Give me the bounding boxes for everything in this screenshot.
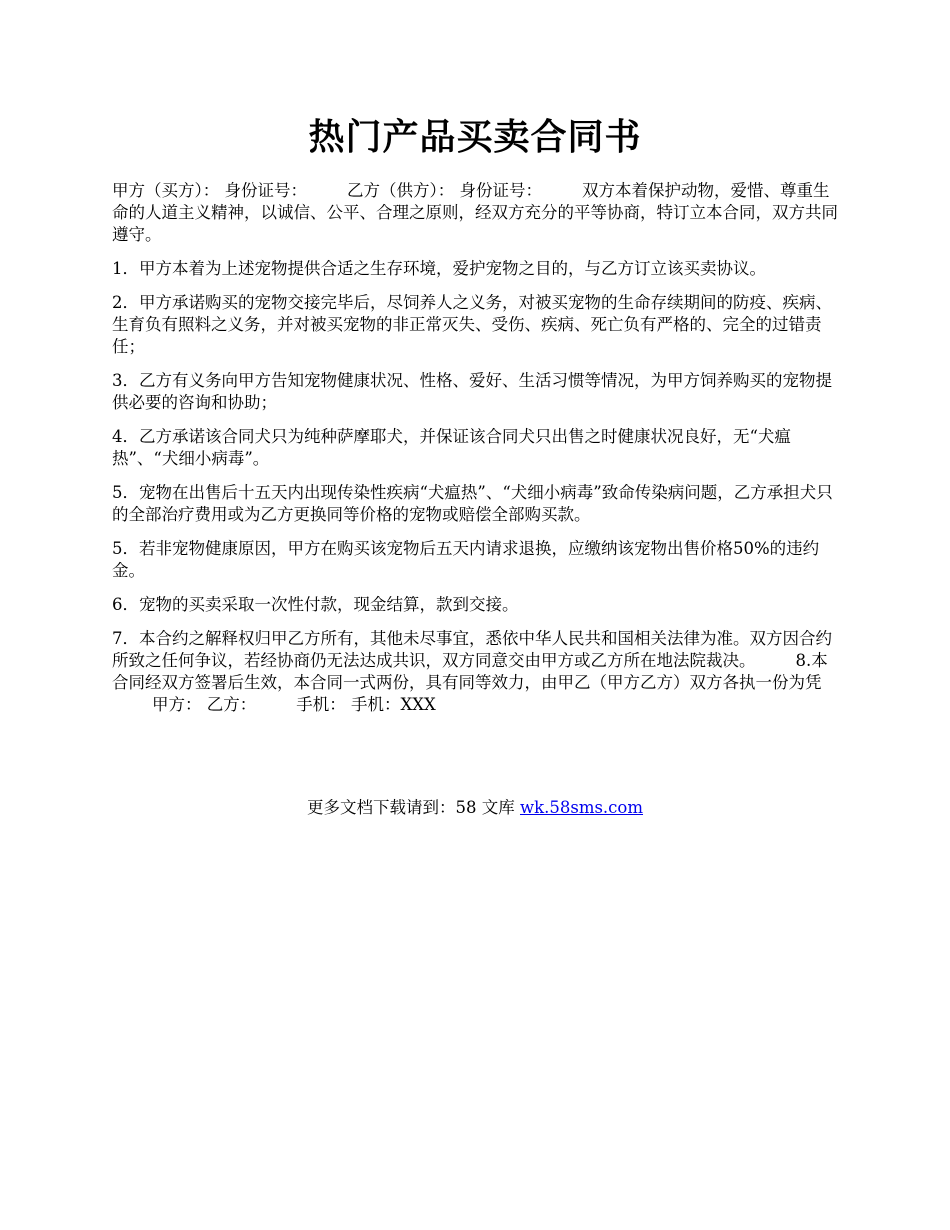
clause-3: 3．乙方有义务向甲方告知宠物健康状况、性格、爱好、生活习惯等情况，为甲方饲养购买的宠物提供必要的咨询和协助； [112,371,832,412]
clause-4: 4．乙方承诺该合同犬只为纯种萨摩耶犬，并保证该合同犬只出售之时健康状况良好，无“犬瘟热”、“犬细小病毒”。 [112,427,791,468]
document-body [112,180,840,728]
footer-prefix: 更多文档下载请到：58 文库 [306,798,520,817]
clause-2: 2．甲方承诺购买的宠物交接完毕后，尽饲养人之义务，对被买宠物的生命存续期间的防疫、疾病、生育负有照料之义务，并对被买宠物的非正常灭失、受伤、疾病、死亡负有严格的、完全的过错责任； [112,293,832,356]
clause-7-text: 7．本合约之解释权归甲乙方所有，其他未尽事宜，悉依中华人民共和国相关法律为准。双方因合约所致之任何争议，若经协商仍无法达成共识，双方同意交由甲方或乙方所在地法院裁决。 [112,629,832,670]
party-a-id-label: 甲方（买方）： 身份证号： [112,181,307,200]
party-b-id-label: 乙方（供方）： 身份证号： [347,181,542,200]
clause-7 [112,628,840,716]
clause-5a: 5．宠物在出售后十五天内出现传染性疾病“犬瘟热”、“犬细小病毒”致命传染病问题，乙方承担犬只的全部治疗费用或为乙方更换同等价格的宠物或赔偿全部购买款。 [112,483,833,524]
download-footer [0,797,950,819]
clause-1: 1．甲方本着为上述宠物提供合适之生存环境，爱护宠物之目的，与乙方订立该买卖协议。 [112,259,766,278]
clause-6: 6．宠物的买卖采取一次性付款，现金结算，款到交接。 [112,595,519,614]
phone-line: 手机： 手机：XXX [296,695,436,714]
intro-text: 双方本着保护动物，爱惜、尊重生命的人道主义精神，以诚信、公平、合理之原则，经双方充分的平等协商，特订立本合同，双方共同遵守。 [112,181,838,244]
document-title: 热门产品买卖合同书 [308,116,642,158]
clause-8-text: 8.本合同经双方签署后生效，本合同一式两份，具有同等效力，由甲乙（甲方乙方）双方各执一份为凭 [112,651,828,692]
download-link[interactable]: wk.58sms.com [519,798,643,817]
signature-line: 甲方： 乙方： [152,695,257,714]
intro-paragraph [112,180,840,246]
clause-5b: 5．若非宠物健康原因，甲方在购买该宠物后五天内请求退换，应缴纳该宠物出售价格50%的违约金。 [112,539,820,580]
